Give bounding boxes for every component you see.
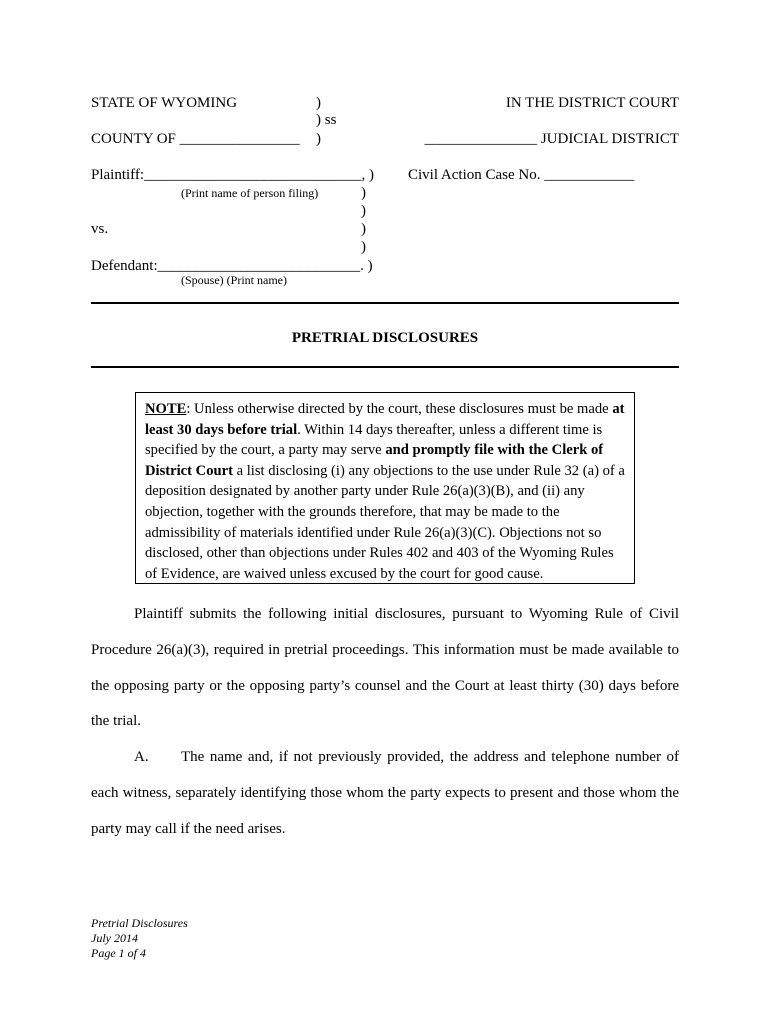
footer-date: July 2014	[91, 931, 138, 945]
divider-bottom	[91, 366, 679, 368]
caption-paren: )	[361, 203, 366, 219]
caption-paren: )	[316, 95, 321, 111]
plaintiff-hint: (Print name of person filing)	[181, 186, 319, 200]
defendant-hint: (Spouse) (Print name)	[181, 273, 287, 287]
note-box	[135, 392, 635, 584]
note-label: NOTE	[145, 401, 187, 417]
divider-top	[91, 302, 679, 304]
item-a-paragraph	[91, 740, 679, 847]
state-label: STATE OF WYOMING	[91, 95, 238, 111]
caption-paren: )	[361, 239, 366, 255]
caption-paren: )	[361, 221, 366, 237]
page-footer	[91, 916, 188, 961]
footer-page: Page 1 of 4	[91, 946, 146, 960]
note-text: NOTE: Unless otherwise directed by the court, these disclosures must be made at least 30 days before trial. Within 14 days thereafter, unless a different time is specified by the court, a party may serve and promptly file with the Clerk of District Court a list disclosing (i) any objections to the use under Rule 32 (a) of a deposition designated by another party under Rule 26(a)(3)(B), and (ii) any objection, together with the grounds therefore, that may be made to the admissibility of materials identified under Rule 26(a)(3)(C). Objections not so disclosed, other than objections under Rules 402 and 403 of the Wyoming Rules of Evidence, are waived unless excused by the court for good cause.	[145, 401, 625, 582]
vs-label: vs.	[91, 221, 109, 237]
defendant-field[interactable]: Defendant:___________________________. )	[91, 258, 373, 274]
intro-paragraph: Plaintiff submits the following initial disclosures, pursuant to Wyoming Rule of Civil Procedure 26(a)(3), required in pretrial proceedings. This information must be made available to the opposing party or the opposing party’s counsel and the Court at least thirty (30) days before the trial.	[91, 606, 679, 730]
court-label: IN THE DISTRICT COURT	[505, 95, 679, 111]
case-number-field[interactable]: Civil Action Case No. ____________	[408, 167, 635, 183]
footer-title: Pretrial Disclosures	[91, 916, 188, 930]
county-field[interactable]: COUNTY OF ________________	[91, 131, 300, 147]
item-a-letter: A.	[134, 749, 149, 765]
item-a-text: The name and, if not previously provided, the address and telephone number of each witness, separately identifying those whom the party expects to present and those whom the party may call if the need arises.	[91, 749, 679, 837]
plaintiff-field[interactable]: Plaintiff:_____________________________, )	[91, 167, 375, 183]
judicial-district-field[interactable]: _______________ JUDICIAL DISTRICT	[424, 131, 679, 147]
caption-paren: )	[361, 185, 366, 201]
ss-label: ) ss	[316, 112, 337, 128]
caption-paren: )	[316, 131, 321, 147]
document-title: PRETRIAL DISCLOSURES	[291, 330, 479, 346]
